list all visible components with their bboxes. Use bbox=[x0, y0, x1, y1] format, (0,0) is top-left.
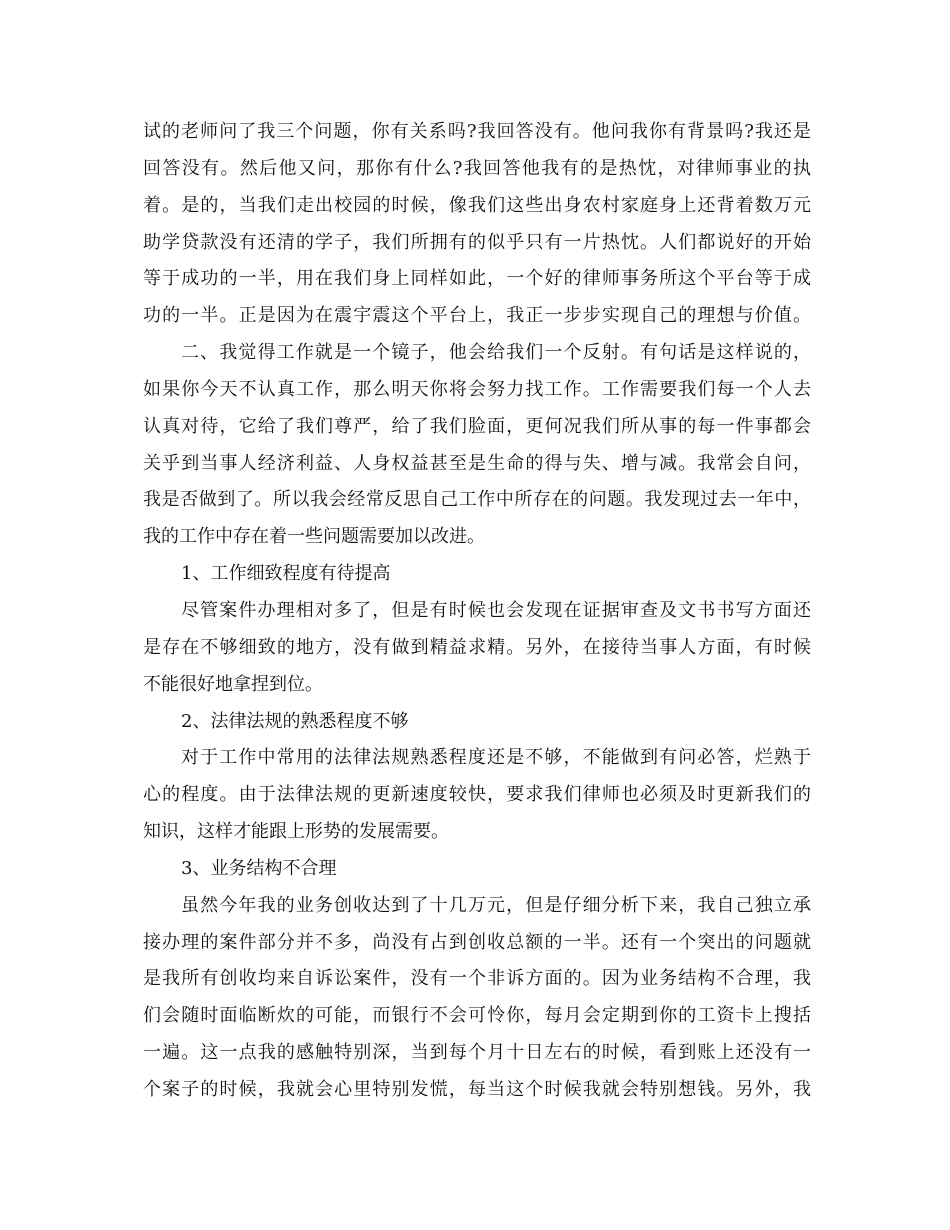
text-line: 回答没有。然后他又问，那你有什么?我回答他我有的是热忱，对律师事业的执 bbox=[143, 157, 811, 179]
text-line: 们会随时面临断炊的可能，而银行不会可怜你，每月会定期到你的工资卡上搜括 bbox=[143, 1005, 811, 1027]
text-line: 认真对待，它给了我们尊严，给了我们脸面，更何况我们所从事的每一件事都会 bbox=[143, 415, 811, 437]
text-line: 关乎到当事人经济利益、人身权益甚至是生命的得与失、增与减。我常会自问， bbox=[143, 452, 811, 474]
text-line: 心的程度。由于法律法规的更新速度较快，要求我们律师也必须及时更新我们的 bbox=[143, 784, 811, 806]
text-line: 等于成功的一半，用在我们身上同样如此，一个好的律师事务所这个平台等于成 bbox=[143, 268, 811, 290]
text-line: 我是否做到了。所以我会经常反思自己工作中所存在的问题。我发现过去一年中， bbox=[143, 489, 811, 511]
text-line: 是存在不够细致的地方，没有做到精益求精。另外，在接待当事人方面，有时候 bbox=[143, 636, 811, 658]
text-line: 接办理的案件部分并不多，尚没有占到创收总额的一半。还有一个突出的问题就 bbox=[143, 931, 811, 953]
text-line: 试的老师问了我三个问题，你有关系吗?我回答没有。他问我你有背景吗?我还是 bbox=[143, 121, 811, 142]
text-line: 一遍。这一点我的感触特别深，当到每个月十日左右的时候，看到账上还没有一 bbox=[143, 1042, 811, 1064]
text-line: 功的一半。正是因为在震宇震这个平台上，我正一步步实现自己的理想与价值。 bbox=[143, 305, 811, 327]
paragraph-first-line: 对于工作中常用的法律法规熟悉程度还是不够，不能做到有问必答，烂熟于 bbox=[181, 747, 811, 769]
text-line: 是我所有创收均来自诉讼案件，没有一个非诉方面的。因为业务结构不合理，我 bbox=[143, 968, 811, 990]
section-heading: 3、业务结构不合理 bbox=[181, 857, 337, 879]
paragraph-first-line: 虽然今年我的业务创收达到了十几万元，但是仔细分析下来，我自己独立承 bbox=[181, 894, 811, 916]
paragraph-first-line: 尽管案件办理相对多了，但是有时候也会发现在证据审查及文书书写方面还 bbox=[181, 599, 811, 621]
text-line: 着。是的，当我们走出校园的时候，像我们这些出身农村家庭身上还背着数万元 bbox=[143, 194, 811, 216]
text-line: 如果你今天不认真工作，那么明天你将会努力找工作。工作需要我们每一个人去 bbox=[143, 378, 811, 400]
text-line: 我的工作中存在着一些问题需要加以改进。 bbox=[143, 526, 485, 548]
text-line: 知识，这样才能跟上形势的发展需要。 bbox=[143, 821, 449, 843]
body-text bbox=[143, 114, 811, 1109]
text-line: 助学贷款没有还清的学子，我们所拥有的似乎只有一片热忱。人们都说好的开始 bbox=[143, 231, 811, 253]
section-heading: 1、工作细致程度有待提高 bbox=[181, 563, 391, 585]
section-heading: 2、法律法规的熟悉程度不够 bbox=[181, 710, 409, 732]
paragraph-first-line: 二、我觉得工作就是一个镜子，他会给我们一个反射。有句话是这样说的， bbox=[181, 342, 811, 364]
text-line: 个案子的时候，我就会心里特别发慌，每当这个时候我就会特别想钱。另外，我 bbox=[143, 1078, 811, 1100]
text-line: 不能很好地拿捏到位。 bbox=[143, 673, 323, 695]
